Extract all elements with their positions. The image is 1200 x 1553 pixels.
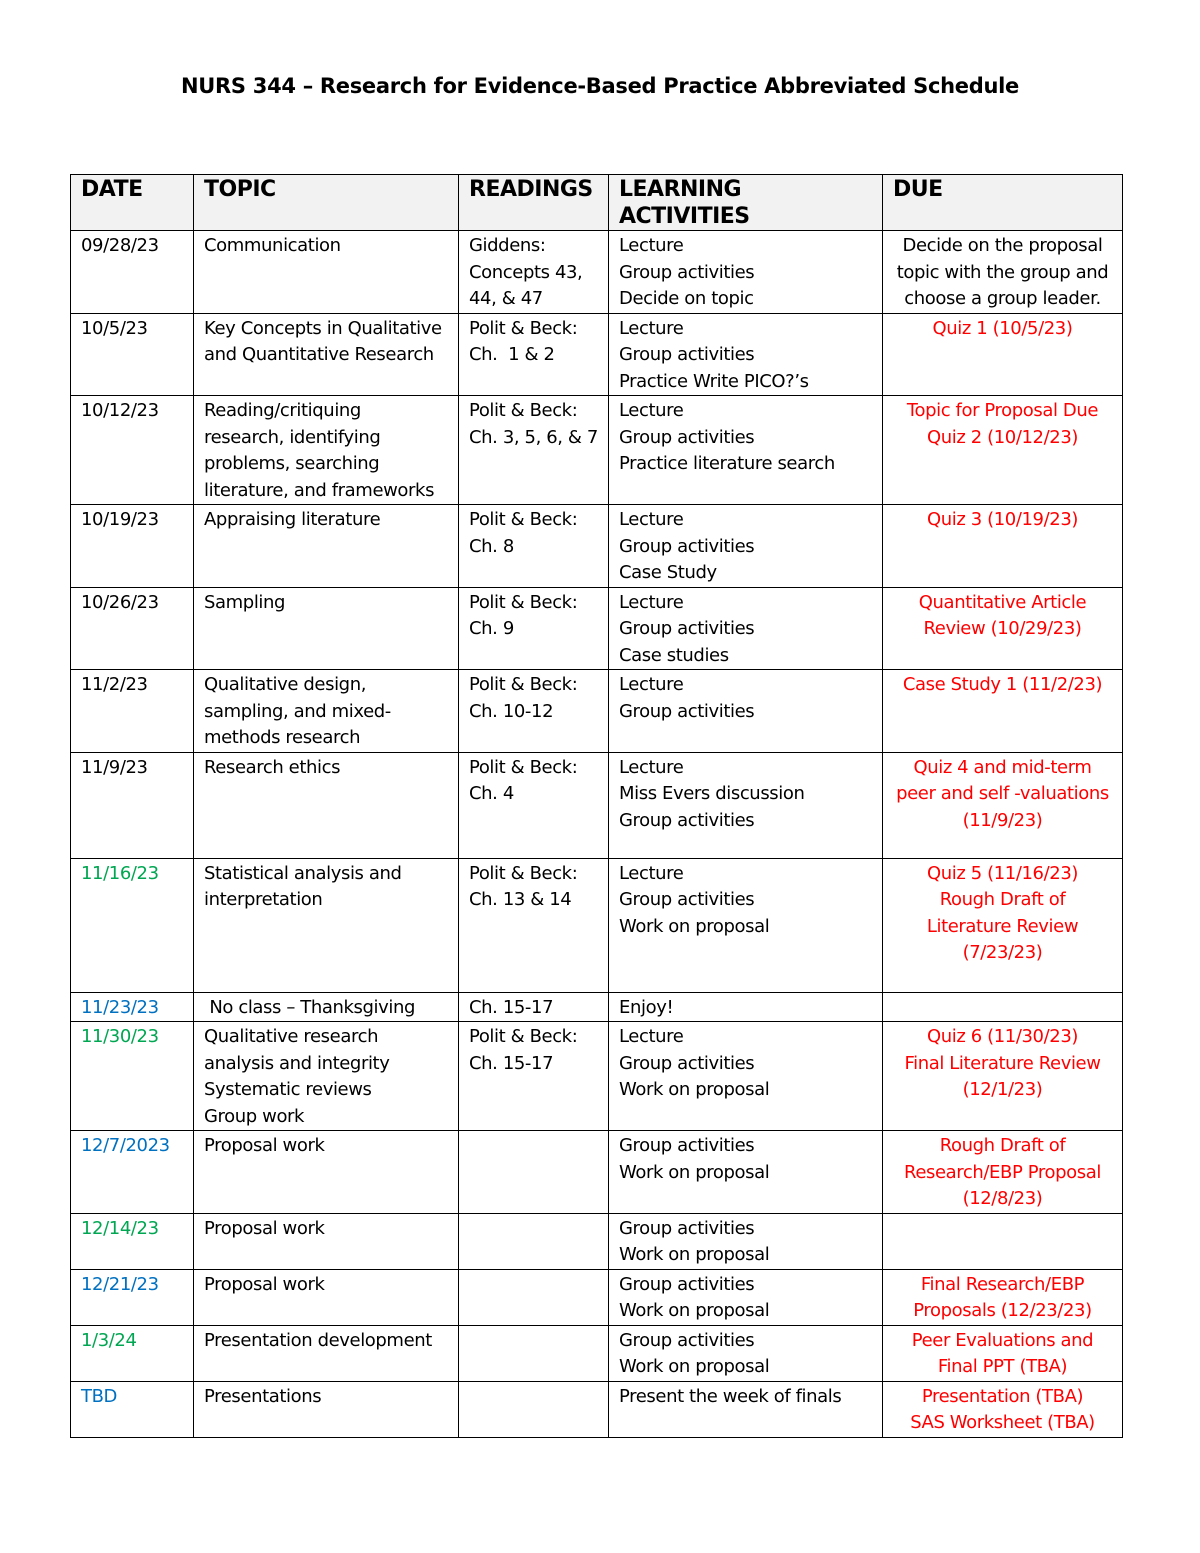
- date-cell: [71, 992, 194, 1022]
- date-text: 10/12/23: [81, 400, 159, 421]
- activities-cell: [609, 1381, 883, 1437]
- readings-cell: [459, 1381, 609, 1437]
- topic-line: Research ethics: [204, 756, 341, 778]
- topic-line: No class – Thanksgiving: [204, 996, 416, 1018]
- topic-line: Presentations: [204, 1385, 322, 1407]
- due-line: Research/EBP Proposal: [904, 1161, 1101, 1183]
- activities-line: Lecture: [619, 235, 684, 256]
- activities-cell: [609, 1325, 883, 1381]
- activities-line: Case studies: [619, 644, 729, 666]
- readings-cell: [459, 1131, 609, 1214]
- readings-line: Ch. 15-17: [469, 996, 554, 1018]
- activities-line: Work on proposal: [619, 915, 770, 937]
- topic-line: analysis and integrity: [204, 1052, 390, 1074]
- activities-line: Decide on topic: [619, 288, 754, 309]
- activities-line: Group activities: [619, 889, 755, 910]
- topic-line: and Quantitative Research: [204, 344, 434, 365]
- table-row: [71, 1213, 1123, 1269]
- due-cell: [883, 670, 1123, 753]
- readings-line: Ch. 13 & 14: [469, 889, 572, 910]
- date-text: 10/5/23: [81, 317, 148, 339]
- readings-cell: [459, 505, 609, 588]
- activities-line: Work on proposal: [619, 1161, 770, 1183]
- activities-line: Group activities: [619, 1273, 755, 1295]
- activities-line: Group activities: [619, 426, 755, 448]
- header-due: DUE: [883, 175, 1123, 231]
- activities-cell: [609, 587, 883, 670]
- due-cell: [883, 1213, 1123, 1269]
- topic-cell: [194, 1269, 459, 1325]
- table-row: [71, 587, 1123, 670]
- table-row: [71, 752, 1123, 858]
- topic-line: Statistical analysis and: [204, 862, 402, 884]
- due-line: SAS Worksheet (TBA): [910, 1412, 1095, 1433]
- due-line: Quiz 4 and mid-term: [913, 756, 1092, 778]
- activities-line: Group activities: [619, 261, 755, 283]
- readings-line: Polit & Beck:: [469, 509, 578, 530]
- due-line: (12/8/23): [962, 1188, 1043, 1209]
- readings-cell: [459, 396, 609, 505]
- readings-cell: [459, 670, 609, 753]
- activities-line: Lecture: [619, 1026, 684, 1047]
- table-row: [71, 396, 1123, 505]
- date-text: 11/30/23: [81, 1026, 159, 1047]
- date-text: 10/26/23: [81, 591, 159, 613]
- due-line: Proposals (12/23/23): [913, 1300, 1092, 1321]
- due-line: Rough Draft of: [939, 1135, 1066, 1156]
- due-line: Quiz 5 (11/16/23): [926, 862, 1078, 884]
- due-cell: [883, 1131, 1123, 1214]
- due-line: Literature Review: [926, 915, 1079, 937]
- activities-line: Practice Write PICO?’s: [619, 370, 809, 392]
- table-row: [71, 670, 1123, 753]
- page-title: NURS 344 – Research for Evidence-Based Practice Abbreviated Schedule: [181, 74, 1019, 98]
- activities-cell: [609, 992, 883, 1022]
- due-cell: [883, 1381, 1123, 1437]
- activities-line: Group activities: [619, 344, 755, 365]
- header-row: [71, 175, 1123, 231]
- table-row: [71, 505, 1123, 588]
- due-cell: [883, 1022, 1123, 1131]
- date-text: 11/23/23: [81, 996, 159, 1018]
- due-line: Quiz 3 (10/19/23): [926, 509, 1078, 530]
- date-text: 10/19/23: [81, 509, 159, 530]
- date-text: 1/3/24: [81, 1329, 137, 1351]
- topic-line: Sampling: [204, 591, 286, 613]
- topic-cell: [194, 587, 459, 670]
- readings-line: Ch. 9: [469, 618, 514, 639]
- due-line: Quiz 1 (10/5/23): [932, 317, 1073, 339]
- topic-cell: [194, 231, 459, 314]
- topic-cell: [194, 505, 459, 588]
- activities-cell: [609, 858, 883, 992]
- schedule-table: [70, 174, 1123, 1438]
- readings-line: Polit & Beck:: [469, 591, 578, 613]
- topic-line: Proposal work: [204, 1135, 325, 1156]
- due-line: peer and self -valuations: [896, 783, 1109, 804]
- activities-cell: [609, 1269, 883, 1325]
- due-cell: [883, 587, 1123, 670]
- due-line: (11/9/23): [962, 809, 1043, 831]
- date-text: 11/16/23: [81, 862, 159, 884]
- activities-cell: [609, 231, 883, 314]
- activities-line: Group activities: [619, 700, 755, 722]
- activities-line: Lecture: [619, 674, 684, 695]
- date-cell: [71, 396, 194, 505]
- due-line: Presentation (TBA): [921, 1385, 1084, 1407]
- readings-line: Ch. 8: [469, 535, 514, 557]
- date-text: 09/28/23: [81, 235, 159, 256]
- activities-line: Work on proposal: [619, 1244, 770, 1265]
- topic-line: Presentation development: [204, 1329, 432, 1351]
- topic-line: literature, and frameworks: [204, 479, 435, 501]
- due-cell: [883, 313, 1123, 396]
- topic-cell: [194, 992, 459, 1022]
- due-line: Quantitative Article: [918, 591, 1087, 613]
- topic-line: Reading/critiquing: [204, 400, 361, 421]
- activities-line: Practice literature search: [619, 453, 835, 474]
- due-cell: [883, 396, 1123, 505]
- topic-line: methods research: [204, 727, 361, 748]
- due-cell: [883, 231, 1123, 314]
- date-text: 12/14/23: [81, 1217, 159, 1239]
- table-row: [71, 1131, 1123, 1214]
- topic-line: Communication: [204, 235, 341, 256]
- activities-line: Group activities: [619, 1135, 755, 1156]
- due-line: Rough Draft of: [939, 889, 1066, 910]
- activities-cell: [609, 313, 883, 396]
- topic-cell: [194, 1131, 459, 1214]
- activities-line: Case Study: [619, 562, 717, 583]
- readings-cell: [459, 858, 609, 992]
- topic-line: research, identifying: [204, 426, 381, 448]
- due-line: (7/23/23): [962, 942, 1043, 963]
- due-line: Review (10/29/23): [923, 618, 1082, 639]
- date-cell: [71, 858, 194, 992]
- activities-line: Enjoy!: [619, 996, 674, 1018]
- readings-line: Ch. 1 & 2: [469, 344, 555, 365]
- date-text: 11/9/23: [81, 756, 148, 778]
- activities-cell: [609, 396, 883, 505]
- table-row: [71, 1022, 1123, 1131]
- topic-line: Qualitative research: [204, 1026, 379, 1047]
- activities-line: Work on proposal: [619, 1079, 770, 1100]
- date-cell: [71, 1269, 194, 1325]
- date-text: 11/2/23: [81, 674, 148, 695]
- header-readings: READINGS: [459, 175, 609, 231]
- activities-cell: [609, 1131, 883, 1214]
- topic-line: interpretation: [204, 889, 323, 910]
- date-cell: [71, 1325, 194, 1381]
- header-date: DATE: [71, 175, 194, 231]
- readings-cell: [459, 1325, 609, 1381]
- readings-cell: [459, 1269, 609, 1325]
- readings-line: Ch. 3, 5, 6, & 7: [469, 426, 598, 448]
- due-line: Case Study 1 (11/2/23): [902, 674, 1103, 695]
- readings-cell: [459, 1213, 609, 1269]
- readings-cell: [459, 313, 609, 396]
- activities-line: Group activities: [619, 535, 755, 557]
- due-line: Decide on the proposal: [902, 235, 1103, 256]
- date-text: TBD: [81, 1385, 118, 1407]
- topic-line: Systematic reviews: [204, 1079, 372, 1100]
- topic-line: Qualitative design,: [204, 674, 367, 695]
- readings-cell: [459, 231, 609, 314]
- topic-cell: [194, 1022, 459, 1131]
- readings-line: Polit & Beck:: [469, 1026, 578, 1047]
- topic-cell: [194, 752, 459, 858]
- table-row: [71, 1325, 1123, 1381]
- topic-cell: [194, 396, 459, 505]
- date-cell: [71, 231, 194, 314]
- readings-line: Giddens:: [469, 235, 546, 256]
- due-line: Final Research/EBP: [920, 1273, 1085, 1295]
- topic-line: Group work: [204, 1105, 305, 1127]
- schedule-body: [71, 231, 1123, 1438]
- due-cell: [883, 1269, 1123, 1325]
- activities-cell: [609, 1213, 883, 1269]
- topic-cell: [194, 670, 459, 753]
- table-row: [71, 1381, 1123, 1437]
- date-cell: [71, 670, 194, 753]
- activities-cell: [609, 505, 883, 588]
- activities-cell: [609, 670, 883, 753]
- due-cell: [883, 752, 1123, 858]
- readings-line: Concepts 43,: [469, 261, 583, 283]
- activities-line: Group activities: [619, 1052, 755, 1074]
- activities-line: Lecture: [619, 756, 684, 778]
- activities-line: Lecture: [619, 400, 684, 421]
- topic-line: Proposal work: [204, 1217, 325, 1239]
- date-text: 12/21/23: [81, 1273, 159, 1295]
- due-cell: [883, 858, 1123, 992]
- readings-line: Ch. 4: [469, 783, 514, 804]
- due-cell: [883, 1325, 1123, 1381]
- date-cell: [71, 752, 194, 858]
- topic-cell: [194, 858, 459, 992]
- activities-line: Group activities: [619, 809, 755, 831]
- due-line: Final Literature Review: [904, 1052, 1101, 1074]
- readings-line: Polit & Beck:: [469, 674, 578, 695]
- readings-line: Polit & Beck:: [469, 862, 578, 884]
- topic-cell: [194, 1381, 459, 1437]
- table-row: [71, 231, 1123, 314]
- due-cell: [883, 992, 1123, 1022]
- table-row: [71, 992, 1123, 1022]
- topic-line: sampling, and mixed-: [204, 700, 391, 722]
- due-line: Final PPT (TBA): [937, 1356, 1068, 1377]
- activities-line: Lecture: [619, 317, 684, 339]
- activities-line: Group activities: [619, 1329, 755, 1351]
- activities-line: Group activities: [619, 618, 755, 639]
- readings-line: Polit & Beck:: [469, 400, 578, 421]
- due-line: Peer Evaluations and: [911, 1329, 1094, 1351]
- readings-cell: [459, 1022, 609, 1131]
- due-line: topic with the group and: [896, 261, 1109, 283]
- date-cell: [71, 313, 194, 396]
- due-line: Quiz 6 (11/30/23): [926, 1026, 1078, 1047]
- readings-cell: [459, 992, 609, 1022]
- topic-line: Key Concepts in Qualitative: [204, 317, 442, 339]
- due-line: Topic for Proposal Due: [906, 400, 1099, 421]
- topic-line: Appraising literature: [204, 509, 381, 530]
- header-topic: TOPIC: [194, 175, 459, 231]
- activities-line: Lecture: [619, 862, 684, 884]
- topic-line: problems, searching: [204, 453, 380, 474]
- activities-line: Group activities: [619, 1217, 755, 1239]
- table-row: [71, 313, 1123, 396]
- readings-line: 44, & 47: [469, 288, 543, 309]
- readings-line: Ch. 15-17: [469, 1052, 554, 1074]
- topic-cell: [194, 1213, 459, 1269]
- date-cell: [71, 1213, 194, 1269]
- topic-cell: [194, 1325, 459, 1381]
- readings-line: Ch. 10-12: [469, 700, 554, 722]
- activities-line: Work on proposal: [619, 1300, 770, 1321]
- activities-line: Lecture: [619, 509, 684, 530]
- topic-cell: [194, 313, 459, 396]
- due-line: (12/1/23): [962, 1079, 1043, 1100]
- readings-cell: [459, 752, 609, 858]
- due-line: Quiz 2 (10/12/23): [926, 426, 1078, 448]
- date-cell: [71, 587, 194, 670]
- table-row: [71, 1269, 1123, 1325]
- table-row: [71, 858, 1123, 992]
- topic-line: Proposal work: [204, 1273, 325, 1295]
- date-text: 12/7/2023: [81, 1135, 170, 1156]
- date-cell: [71, 1131, 194, 1214]
- readings-line: Polit & Beck:: [469, 756, 578, 778]
- date-cell: [71, 505, 194, 588]
- header-learning-activities: LEARNING ACTIVITIES: [609, 175, 883, 231]
- readings-line: Polit & Beck:: [469, 317, 578, 339]
- activities-line: Work on proposal: [619, 1356, 770, 1377]
- activities-cell: [609, 1022, 883, 1131]
- activities-line: Present the week of finals: [619, 1385, 842, 1407]
- activities-line: Miss Evers discussion: [619, 783, 805, 804]
- activities-line: Lecture: [619, 591, 684, 613]
- due-cell: [883, 505, 1123, 588]
- date-cell: [71, 1022, 194, 1131]
- activities-cell: [609, 752, 883, 858]
- due-line: choose a group leader.: [904, 288, 1101, 309]
- date-cell: [71, 1381, 194, 1437]
- readings-cell: [459, 587, 609, 670]
